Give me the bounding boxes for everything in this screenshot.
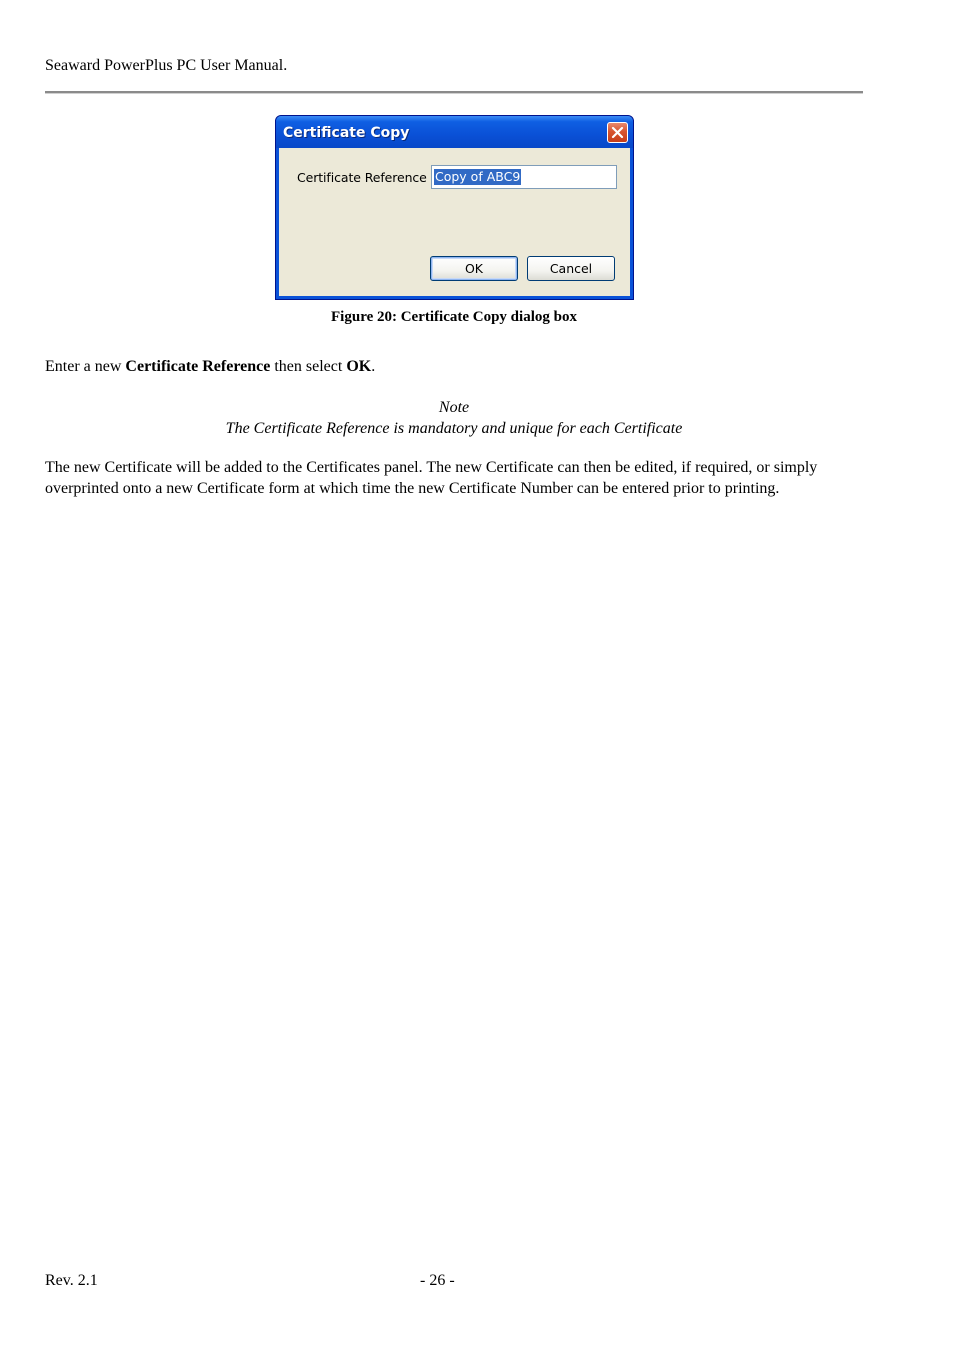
header-divider: [45, 91, 863, 94]
certificate-reference-label: Certificate Reference: [297, 170, 427, 185]
cancel-button[interactable]: Cancel: [527, 256, 615, 281]
description-paragraph: The new Certificate will be added to the Certificates panel. The new Certificate can then be edited, if required, or simply overprinted onto a new Certificate form at which time the new Certificate Number can be entered prior to printing.: [45, 459, 818, 497]
instruction-bold-ok: OK: [346, 358, 372, 375]
instruction-paragraph: [45, 357, 375, 378]
certificate-reference-value: Copy of ABC9: [435, 169, 521, 184]
dialog-title: Certificate Copy: [283, 125, 410, 141]
note-block: [0, 397, 908, 439]
instruction-bold-certificate-reference: Certificate Reference: [125, 358, 271, 375]
dialog-titlebar: [276, 116, 633, 148]
note-text: The Certificate Reference is mandatory and unique for each Certificate: [225, 420, 683, 437]
certificate-copy-dialog-screenshot: [275, 115, 634, 300]
instruction-text-1: Enter a new: [45, 358, 126, 375]
note-title: Note: [438, 399, 470, 416]
close-icon: [611, 126, 624, 139]
instruction-text-3: .: [371, 358, 376, 375]
instruction-text-2: then select: [270, 358, 347, 375]
dialog-client-area: [279, 148, 630, 296]
dialog-close-button[interactable]: [607, 122, 628, 143]
ok-button[interactable]: OK: [430, 256, 518, 281]
running-header: Seaward PowerPlus PC User Manual.: [45, 57, 288, 74]
figure-caption: Figure 20: Certificate Copy dialog box: [331, 309, 577, 325]
footer-revision: Rev. 2.1: [45, 1272, 98, 1289]
footer-page-number: - 26 -: [420, 1272, 455, 1289]
certificate-reference-input[interactable]: [431, 165, 617, 189]
